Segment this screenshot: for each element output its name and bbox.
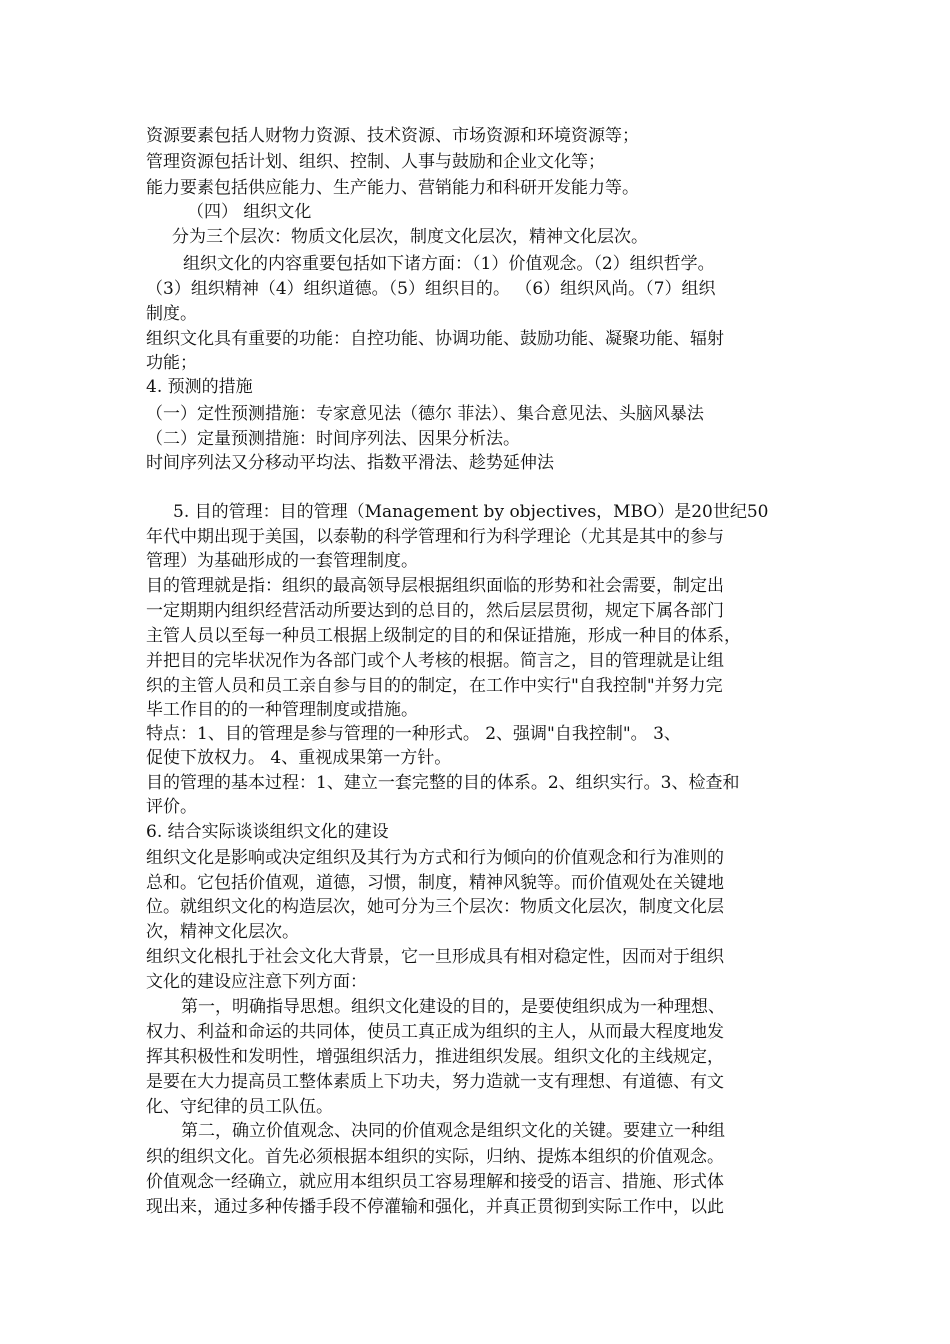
text-line: 位。就组织文化的构造层次，她可分为三个层次：物质文化层次，制度文化层: [146, 897, 724, 917]
text-line: 特点：1、目的管理是参与管理的一种形式。 2、强调"自我控制"。 3、: [146, 724, 681, 744]
text-line: 组织文化是影响或决定组织及其行为方式和行为倾向的价值观念和行为准则的: [146, 848, 724, 868]
text-line: 评价。: [146, 797, 197, 817]
text-line: 资源要素包括人财物力资源、技术资源、市场资源和环境资源等；: [146, 126, 639, 146]
text-line: 价值观念一经确立，就应用本组织员工容易理解和接受的语言、措施、形式体: [146, 1172, 724, 1192]
text-line: 分为三个层次：物质文化层次，制度文化层次，精神文化层次。: [172, 227, 648, 247]
text-line: （3）组织精神（4）组织道德。（5）组织目的。 （6）组织风尚。（7）组织: [146, 279, 716, 299]
text-line: 组织文化的内容重要包括如下诸方面：（1）价值观念。（2）组织哲学。: [183, 254, 715, 274]
text-line: 一定期期内组织经营活动所要达到的总目的，然后层层贯彻，规定下属各部门: [146, 601, 724, 621]
text-line: 权力、利益和命运的共同体，使员工真正成为组织的主人，从而最大程度地发: [146, 1022, 724, 1042]
text-line: 管理资源包括计划、组织、控制、人事与鼓励和企业文化等；: [146, 152, 605, 172]
text-line: 文化的建设应注意下列方面：: [146, 972, 367, 992]
text-line: 目的管理就是指：组织的最高领导层根据组织面临的形势和社会需要，制定出: [146, 576, 724, 596]
text-line: 化、守纪律的员工队伍。: [146, 1097, 333, 1117]
text-line: （二）定量预测措施：时间序列法、因果分析法。: [146, 429, 520, 449]
text-line: 现出来，通过多种传播手段不停灌输和强化，并真正贯彻到实际工作中，以此: [146, 1197, 724, 1217]
text-line: 组织文化根扎于社会文化大背景，它一旦形成具有相对稳定性，因而对于组织: [146, 947, 724, 967]
text-line: 管理）为基础形成的一套管理制度。: [146, 551, 418, 571]
section-heading: 5. 目的管理：目的管理（Management by objectives，MBO）是20世纪50: [173, 502, 769, 522]
text-line: 第二，确立价值观念、决同的价值观念是组织文化的关键。要建立一种组: [181, 1121, 725, 1141]
text-line: 挥其积极性和发明性，增强组织活力，推进组织发展。组织文化的主线规定，: [146, 1047, 724, 1067]
section-heading: 4. 预测的措施: [146, 377, 253, 397]
text-line: 年代中期出现于美国，以泰勒的科学管理和行为科学理论（尤其是其中的参与: [146, 527, 724, 547]
text-line: （一）定性预测措施：专家意见法（德尔 菲法）、集合意见法、头脑风暴法: [146, 404, 704, 424]
text-line: 时间序列法又分移动平均法、指数平滑法、趁势延伸法: [146, 453, 554, 473]
text-line: 制度。: [146, 304, 197, 324]
text-line: 目的管理的基本过程：1、建立一套完整的目的体系。2、组织实行。3、检查和: [146, 773, 740, 793]
text-line: 是要在大力提高员工整体素质上下功夫，努力造就一支有理想、有道德、有文: [146, 1072, 724, 1092]
text-line: 功能；: [146, 353, 197, 373]
text-line: 第一，明确指导思想。组织文化建设的目的，是要使组织成为一种理想、: [181, 997, 725, 1017]
text-line: 毕工作目的的一种管理制度或措施。: [146, 700, 418, 720]
text-line: 能力要素包括供应能力、生产能力、营销能力和科研开发能力等。: [146, 178, 639, 198]
section-heading: 6. 结合实际谈谈组织文化的建设: [146, 822, 389, 842]
text-line: 促使下放权力。 4、重视成果第一方针。: [146, 748, 452, 768]
text-line: 织的主管人员和员工亲自参与目的的制定，在工作中实行"自我控制"并努力完: [146, 676, 723, 696]
text-line: 织的组织文化。首先必须根据本组织的实际，归纳、提炼本组织的价值观念。: [146, 1147, 724, 1167]
section-heading: （四） 组织文化: [187, 202, 312, 222]
text-line: 总和。它包括价值观，道德，习惯，制度，精神风貌等。而价值观处在关键地: [146, 873, 724, 893]
text-line: 主管人员以至每一种员工根据上级制定的目的和保证措施，形成一种目的体系，: [146, 626, 741, 646]
text-line: 组织文化具有重要的功能：自控功能、协调功能、鼓励功能、凝聚功能、辐射: [146, 329, 724, 349]
text-line: 并把目的完毕状况作为各部门或个人考核的根据。简言之，目的管理就是让组: [146, 651, 724, 671]
text-line: 次，精神文化层次。: [146, 922, 299, 942]
